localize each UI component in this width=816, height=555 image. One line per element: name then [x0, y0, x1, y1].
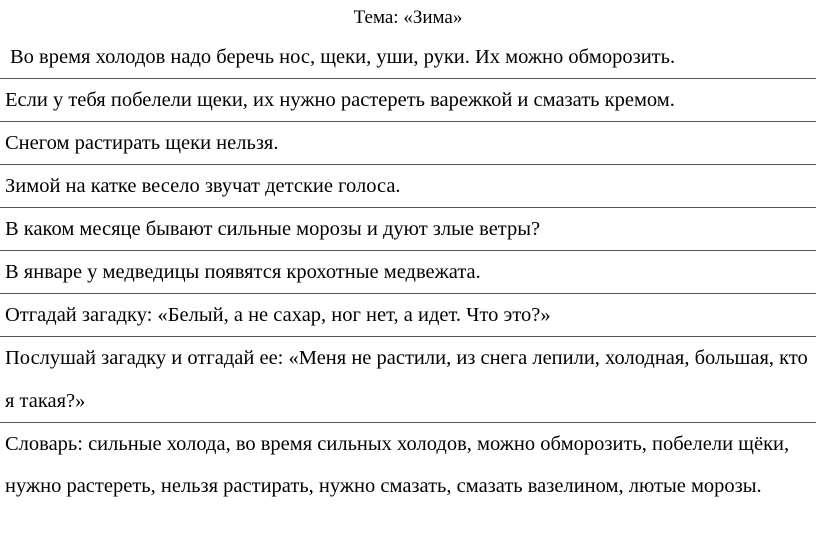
sentence-row: Зимой на катке весело звучат детские голоса.	[0, 165, 816, 208]
sentence-list	[0, 36, 816, 550]
vocabulary-row: Словарь: сильные холода, во время сильных холодов, можно обморозить, побелели щёки, нужно растереть, нельзя растирать, нужно смазать, смазать вазелином, лютые морозы.	[5, 433, 790, 497]
sentence-row: В январе у медведицы появятся крохотные медвежата.	[0, 251, 816, 294]
sentence-row: Во время холодов надо беречь нос, щеки, уши, руки. Их можно обморозить.	[0, 36, 816, 79]
sentence-row-riddle: Послушай загадку и отгадай ее: «Меня не растили, из снега лепили, холодная, большая, кто я такая?»	[0, 337, 816, 423]
document-title: Тема: «Зима»	[353, 7, 463, 28]
sentence-row: В каком месяце бывают сильные морозы и дуют злые ветры?	[0, 208, 816, 251]
sentence-row: Снегом растирать щеки нельзя.	[0, 122, 816, 165]
sentence-row: Отгадай загадку: «Белый, а не сахар, ног нет, а идет. Что это?»	[0, 294, 816, 337]
sentence-row: Если у тебя побелели щеки, их нужно растереть варежкой и смазать кремом.	[0, 79, 816, 122]
